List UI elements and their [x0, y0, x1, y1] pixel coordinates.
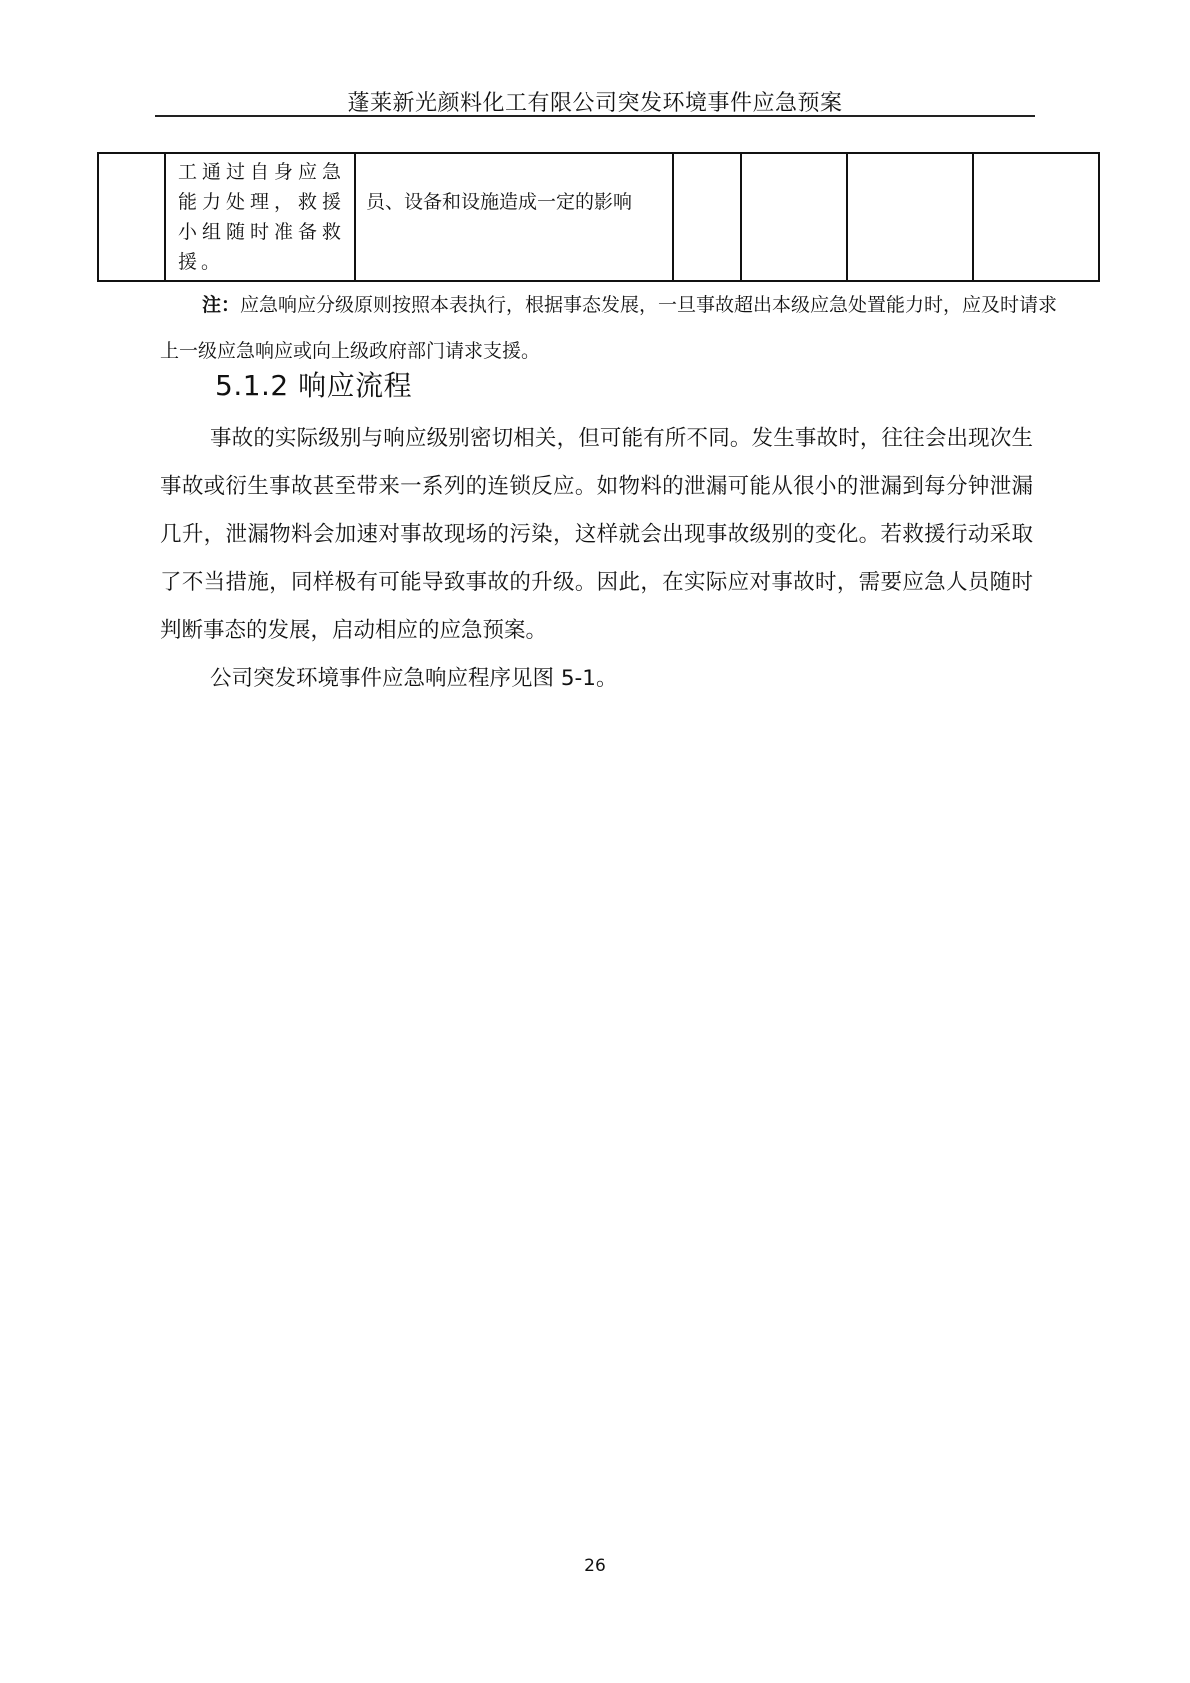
- response-level-table-continuation: [97, 152, 1100, 282]
- header-divider: [155, 115, 1035, 117]
- body-paragraph-2: 公司突发环境事件应急响应程序见图 5-1。: [210, 666, 618, 691]
- table-cell-level: [98, 153, 165, 281]
- table-cell-empty-7: [973, 153, 1099, 281]
- table-cell-empty-4: [673, 153, 741, 281]
- table-row: [98, 153, 1099, 281]
- table-cell-empty-5: [741, 153, 847, 281]
- table-cell-empty-6: [847, 153, 973, 281]
- document-header-title: 蓬莱新光颜料化工有限公司突发环境事件应急预案: [347, 91, 843, 116]
- table-cell-impact: 员、设备和设施造成一定的影响: [355, 153, 673, 281]
- note-text: 应急响应分级原则按照本表执行，根据事态发展，一旦事故超出本级应急处置能力时，应及时请求上一级应急响应或向上级政府部门请求支援。: [160, 294, 1058, 362]
- note-label: 注：: [202, 294, 241, 316]
- section-heading: 5.1.2 响应流程: [215, 369, 413, 402]
- table-note: [160, 282, 1060, 374]
- table-cell-response-measures: 工通过自身应急能力处理，救援小组随时准备救援。: [165, 153, 355, 281]
- body-paragraph-1: 事故的实际级别与响应级别密切相关，但可能有所不同。发生事故时，往往会出现次生事故或衍生事故甚至带来一系列的连锁反应。如物料的泄漏可能从很小的泄漏到每分钟泄漏几升，泄漏物料会加速对事故现场的污染，这样就会出现事故级别的变化。若救援行动采取了不当措施，同样极有可能导致事故的升级。因此，在实际应对事故时，需要应急人员随时判断事态的发展，启动相应的应急预案。: [160, 426, 1033, 643]
- page-number: 26: [584, 1556, 606, 1576]
